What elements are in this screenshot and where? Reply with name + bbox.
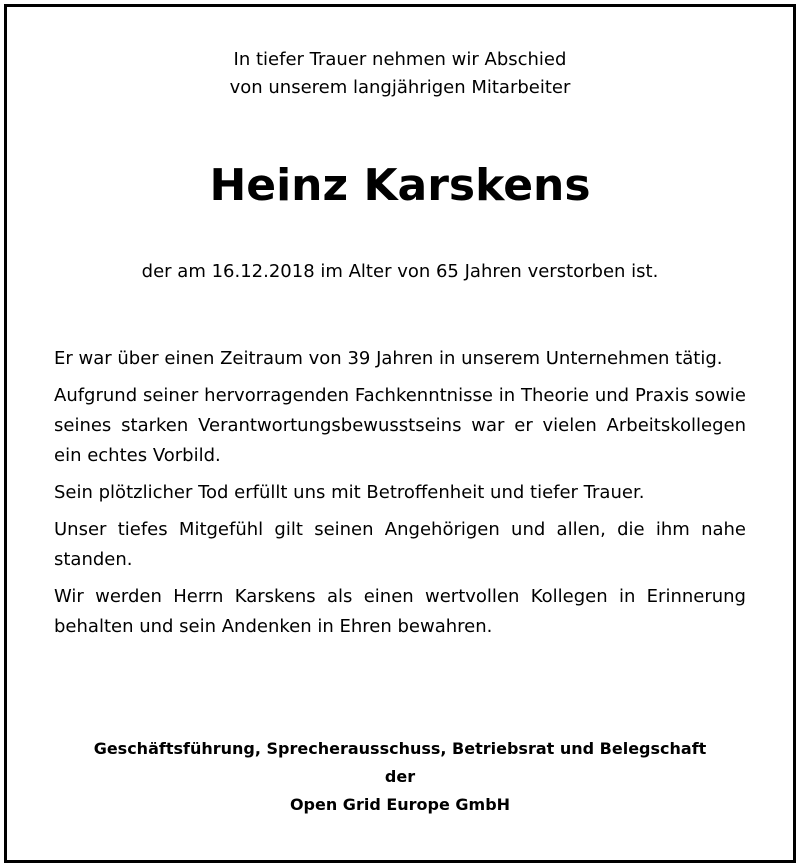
deceased-name: Heinz Karskens: [209, 160, 591, 211]
paragraph-condolence: Unser tiefes Mitgefühl gilt seinen Angehörigen und allen, die ihm nahe standen.: [54, 519, 746, 570]
signature-line-2: der: [384, 767, 416, 786]
notice-body: [54, 344, 746, 649]
paragraph-service: Er war über einen Zeitraum von 39 Jahren in unserem Unternehmen tätig.: [54, 348, 723, 369]
intro-line-2: von unserem langjährigen Mitarbeiter: [229, 77, 571, 98]
signature-block: [0, 735, 800, 819]
paragraph-remembrance: Wir werden Herrn Karskens als einen wertvollen Kollegen in Erinnerung behalten und sein Andenken in Ehren bewahren.: [54, 586, 746, 637]
intro-text: [0, 46, 800, 102]
paragraph-grief: Sein plötzlicher Tod erfüllt uns mit Betroffenheit und tiefer Trauer.: [54, 482, 645, 503]
paragraph-expertise: Aufgrund seiner hervorragenden Fachkenntnisse in Theorie und Praxis sowie seines starken Verantwortungsbewusstseins war er vielen Arbeitskollegen ein echtes Vorbild.: [54, 385, 746, 466]
intro-line-1: In tiefer Trauer nehmen wir Abschied: [233, 49, 567, 70]
signature-line-1: Geschäftsführung, Sprecherausschuss, Betriebsrat und Belegschaft: [93, 739, 707, 758]
death-date-line: der am 16.12.2018 im Alter von 65 Jahren verstorben ist.: [141, 261, 659, 282]
company-name: Open Grid Europe GmbH: [289, 795, 511, 814]
